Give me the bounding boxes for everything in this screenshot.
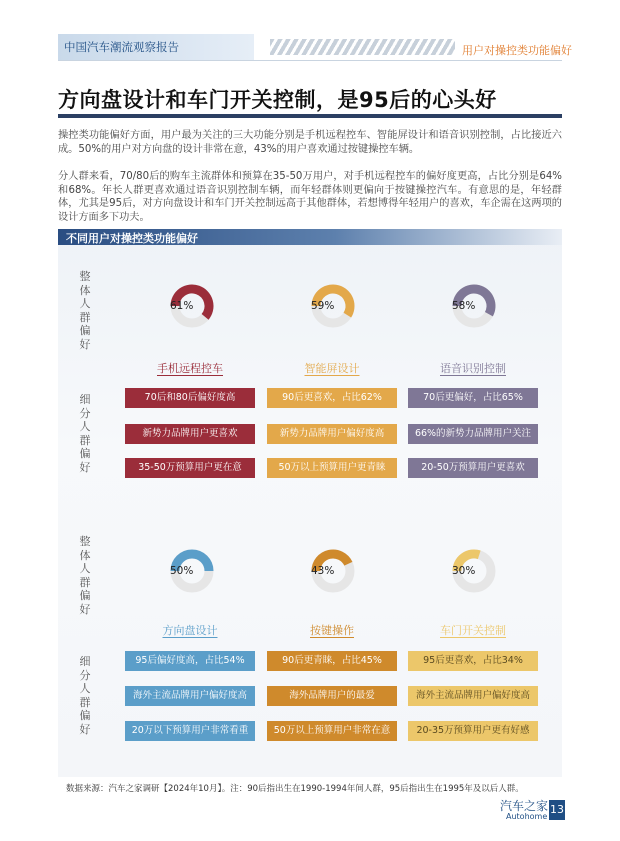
row-label-overall-2: 整体人群偏好 xyxy=(79,535,91,616)
insight-chip: 90后更青睐，占比45% xyxy=(267,651,397,671)
insight-chip: 海外主流品牌用户偏好度高 xyxy=(125,686,255,706)
percent-label: 59% xyxy=(311,300,335,312)
report-header-tab xyxy=(58,34,254,60)
insight-chip: 90后更喜欢，占比62% xyxy=(267,388,397,408)
insight-chip: 20万以下预算用户非常看重 xyxy=(125,721,255,741)
feature-name: 智能屏设计 xyxy=(304,362,360,375)
insight-chip: 50万以上预算用户非常在意 xyxy=(267,721,397,741)
insight-chip: 70后和80后偏好度高 xyxy=(125,388,255,408)
header-divider xyxy=(58,60,562,61)
row-label-segment-2: 细分人群偏好 xyxy=(79,655,91,736)
autohome-logo: 汽车之家 xyxy=(500,799,549,813)
insight-chip: 70后更偏好，占比65% xyxy=(408,388,538,408)
page-title: 方向盘设计和车门开关控制，是95后的心头好 xyxy=(58,88,497,112)
insight-chip: 海外品牌用户的最爱 xyxy=(267,686,397,706)
section-heading-bar xyxy=(58,229,562,245)
feature-name: 手机远程控车 xyxy=(157,362,223,375)
row-label-overall-1: 整体人群偏好 xyxy=(79,270,91,351)
percent-label: 43% xyxy=(311,565,335,577)
feature-name: 车门开关控制 xyxy=(440,624,506,637)
insight-chip: 新势力品牌用户更喜欢 xyxy=(125,424,255,444)
report-title: 中国汽车潮流观察报告 xyxy=(64,40,179,54)
percent-label: 30% xyxy=(452,565,476,577)
intro-paragraph: 操控类功能偏好方面，用户最为关注的三大功能分别是手机远程控车、智能屏设计和语音识别控制，占比接近六成。50%的用户对方向盘的设计非常在意，43%的用户喜欢通过按键操控车辆。 xyxy=(58,130,562,155)
insight-chip: 20-50万预算用户更喜欢 xyxy=(408,458,538,478)
feature-name: 方向盘设计 xyxy=(162,624,218,637)
header-stripe-decoration xyxy=(270,39,455,55)
page-number: 13 xyxy=(549,800,565,820)
insight-chip: 海外主流品牌用户偏好度高 xyxy=(408,686,538,706)
row-label-segment-1: 细分人群偏好 xyxy=(79,393,91,474)
insight-chip: 50万以上预算用户更青睐 xyxy=(267,458,397,478)
section-name: 用户对操控类功能偏好 xyxy=(462,44,572,57)
section-heading: 不同用户对操控类功能偏好 xyxy=(66,232,198,245)
percent-label: 58% xyxy=(452,300,476,312)
source-note: 数据来源：汽车之家调研【2024年10月】。注：90后指出生在1990-1994年间人群，95后指出生在1995年及以后人群。 xyxy=(66,784,524,794)
feature-name: 按键操作 xyxy=(310,624,354,637)
analysis-paragraph: 分人群来看，70/80后的购车主流群体和预算在35-50万用户，对手机远程控车的偏好度更高，占比分别是64%和68%。年长人群更喜欢通过语音识别控制车辆，而年轻群体则更偏向于按键操控汽车。有意思的是，年轻群体，尤其是95后，对方向盘设计和车门开关控制远高于其他群体，若想博得年轻用户的喜欢，车企需在这两项的设计方面多下功夫。 xyxy=(58,171,562,223)
insight-chip: 66%的新势力品牌用户关注 xyxy=(408,424,538,444)
percent-label: 50% xyxy=(170,565,194,577)
insight-chip: 35-50万预算用户更在意 xyxy=(125,458,255,478)
title-underline xyxy=(58,114,562,118)
insight-chip: 95后偏好度高，占比54% xyxy=(125,651,255,671)
insight-chip: 20-35万预算用户更有好感 xyxy=(408,721,538,741)
feature-name: 语音识别控制 xyxy=(440,362,506,375)
insight-chip: 新势力品牌用户偏好度高 xyxy=(267,424,397,444)
insight-chip: 95后更喜欢，占比34% xyxy=(408,651,538,671)
percent-label: 61% xyxy=(170,300,194,312)
autohome-logo-sub: Autohome xyxy=(506,812,548,821)
